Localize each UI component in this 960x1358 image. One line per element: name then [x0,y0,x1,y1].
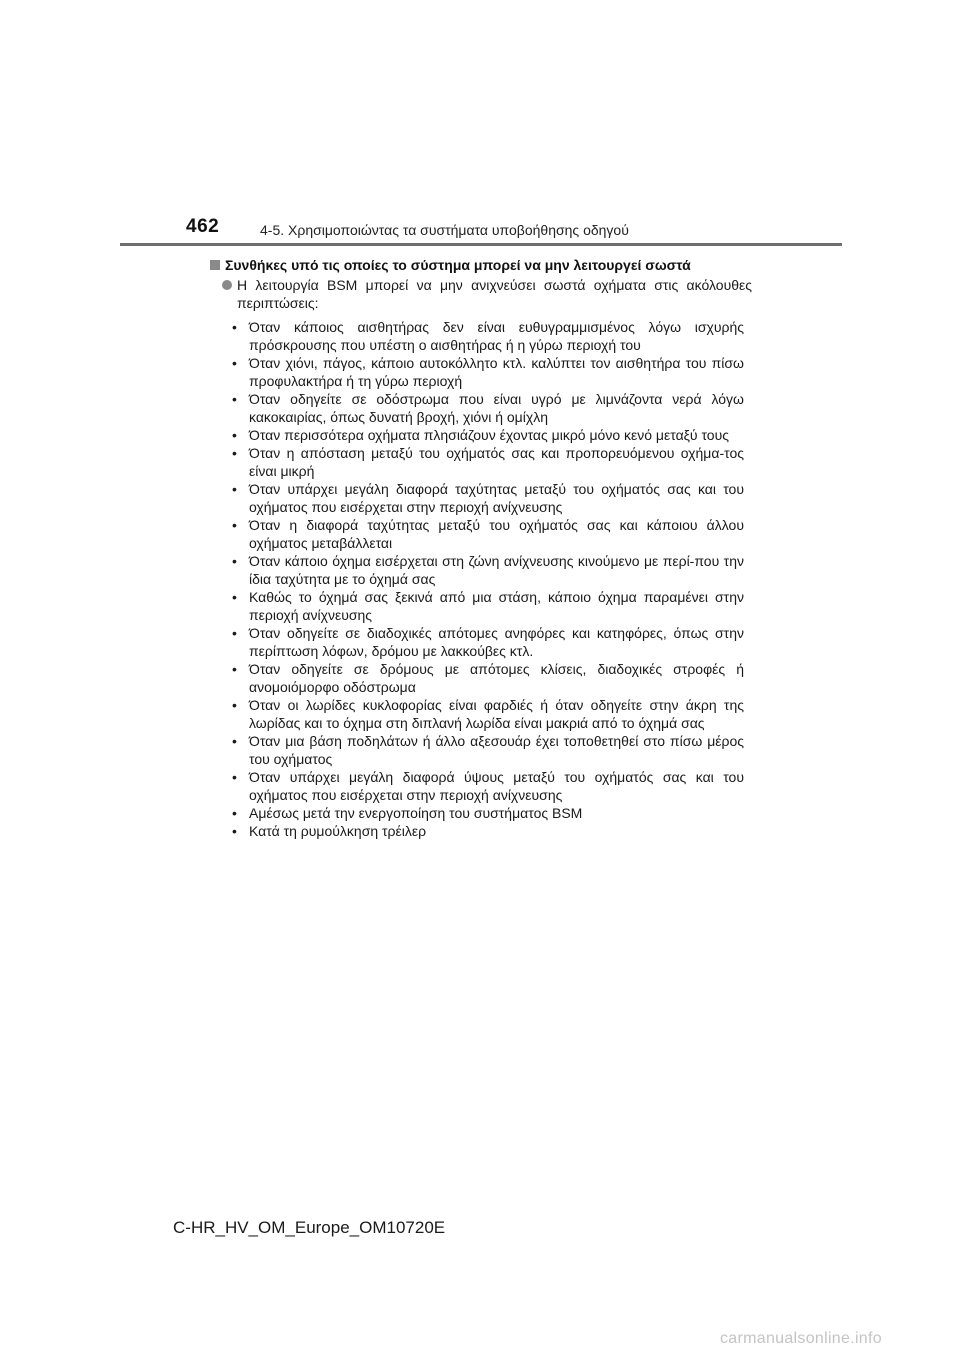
site-watermark: carmanualsonline.info [720,1330,882,1347]
list-item: • Όταν περισσότερα οχήματα πλησιάζουν έχοντας μικρό μόνο κενό μεταξύ τους [232,427,729,443]
bullet-dot-icon: • [232,391,237,407]
list-item: • Όταν υπάρχει μεγάλη διαφορά ύψους μεταξύ του οχήματός σας και του οχήματος που εισέρχεται στην περιοχή ανίχνευσης [232,769,744,803]
bullet-dot-icon: • [232,553,237,569]
document-code: C-HR_HV_OM_Europe_OM10720E [173,1218,446,1237]
list-item: • Όταν κάποιος αισθητήρας δεν είναι ευθυγραμμισμένος λόγω ισχυρής πρόσκρουσης που υπέστη ο αισθητήρας ή η γύρω περιοχή του [232,319,744,353]
bullet-dot-icon: • [232,823,237,839]
list-item: • Όταν οδηγείτε σε δρόμους με απότομες κλίσεις, διαδοχικές στροφές ή ανομοιόμορφο οδόστρωμα [232,661,744,695]
section-heading [210,257,770,273]
list-item: • Κατά τη ρυμούλκηση τρέιλερ [232,823,427,839]
bullet-dot-icon: • [232,625,237,641]
section-heading-text: Συνθήκες υπό τις οποίες το σύστημα μπορεί να μην λειτουργεί σωστά [225,257,691,273]
list-item: • Όταν οι λωρίδες κυκλοφορίας είναι φαρδιές ή όταν οδηγείτε στην άκρη της λωρίδας και το όχημα στη διπλανή λωρίδα είναι μακριά από το όχημά σας [232,697,744,731]
list-item: • Όταν κάποιο όχημα εισέρχεται στη ζώνη ανίχνευσης κινούμενο με περί-που την ίδια ταχύτητα με το όχημά σας [232,553,744,587]
list-item: • Όταν οδηγείτε σε διαδοχικές απότομες ανηφόρες και κατηφόρες, όπως στην περίπτωση λόφων, δρόμου με λακκούβες κτλ. [232,625,744,659]
list-item: • Όταν μια βάση ποδηλάτων ή άλλο αξεσουάρ έχει τοποθετηθεί στο πίσω μέρος του οχήματος [232,733,744,767]
bullet-dot-icon: • [232,697,237,713]
list-item: • Αμέσως μετά την ενεργοποίηση του συστήματος BSM [232,805,583,821]
square-bullet-icon [210,260,220,270]
list-item: • Όταν χιόνι, πάγος, κάποιο αυτοκόλλητο κτλ. καλύπτει τον αισθητήρα του πίσω προφυλακτήρα ή τη γύρω περιοχή [232,355,744,389]
list-item: • Όταν υπάρχει μεγάλη διαφορά ταχύτητας μεταξύ του οχήματός σας και του οχήματος που εισέρχεται στην περιοχή ανίχνευσης [232,481,744,515]
list-item: • Όταν η διαφορά ταχύτητας μεταξύ του οχήματός σας και κάποιου άλλου οχήματος μεταβάλλεται [232,517,744,551]
bullet-dot-icon: • [232,517,237,533]
list-item: • Όταν οδηγείτε σε οδόστρωμα που είναι υγρό με λιμνάζοντα νερά λόγω κακοκαιρίας, όπως δυνατή βροχή, χιόνι ή ομίχλη [232,391,744,425]
intro-paragraph [222,276,752,312]
condition-list [232,318,744,840]
list-item: • Όταν η απόσταση μεταξύ του οχήματός σας και προπορευόμενου οχήμα-τος είναι μικρή [232,445,744,479]
page-number: 462 [186,216,220,237]
list-item: • Καθώς το όχημά σας ξεκινά από μια στάση, κάποιο όχημα παραμένει στην περιοχή ανίχνευσης [232,589,744,623]
header-divider [120,243,842,246]
bullet-dot-icon: • [232,319,237,335]
bullet-dot-icon: • [232,445,237,461]
bullet-dot-icon: • [232,589,237,605]
circle-bullet-icon [222,280,232,290]
intro-text: Η λειτουργία BSM μπορεί να μην ανιχνεύσει σωστά οχήματα στις ακόλουθες περιπτώσεις: [237,277,752,311]
bullet-dot-icon: • [232,805,237,821]
bullet-dot-icon: • [232,355,237,371]
bullet-dot-icon: • [232,427,237,443]
chapter-title: 4-5. Χρησιμοποιώντας τα συστήματα υποβοήθησης οδηγού [260,222,629,238]
bullet-dot-icon: • [232,769,237,785]
bullet-dot-icon: • [232,661,237,677]
bullet-dot-icon: • [232,481,237,497]
bullet-dot-icon: • [232,733,237,749]
